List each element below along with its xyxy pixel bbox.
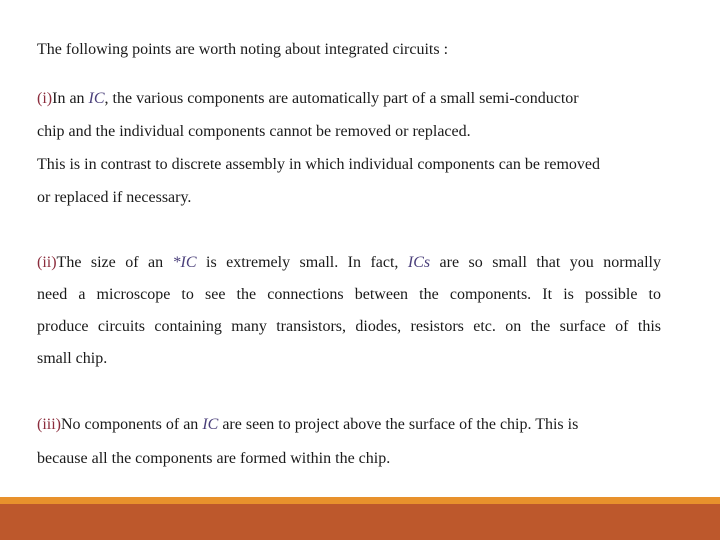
point-2-line-2: need a microscope to see the connections between the components. It is possible to — [37, 286, 661, 303]
ic-term: IC — [202, 416, 219, 433]
intro-line: The following points are worth noting about integrated circuits : — [37, 41, 449, 58]
point-1-line-1 — [37, 89, 579, 109]
point-2-text: are so small that you normally — [430, 254, 662, 271]
point-2-line-3: produce circuits containing many transistors, diodes, resistors etc. on the surface of this — [37, 318, 661, 335]
point-3-line-2: because all the components are formed within the chip. — [37, 450, 391, 467]
ic-term: IC — [88, 90, 105, 107]
point-1-line-2: chip and the individual components cannot be removed or replaced. — [37, 123, 471, 140]
ics-term: ICs — [407, 254, 431, 271]
point-3-text: are seen to project above the surface of the chip. This is — [218, 416, 579, 433]
point-1-line-4: or replaced if necessary. — [37, 189, 192, 206]
footer-band-light — [0, 497, 720, 504]
point-1-text: , the various components are automatically part of a small semi-conductor — [104, 90, 579, 107]
point-1-marker: (i) — [37, 90, 53, 107]
point-2-line-1 — [37, 253, 661, 273]
point-2-text: is extremely small. In fact, — [196, 254, 408, 271]
point-1-line-3: This is in contrast to discrete assembly in which individual components can be removed — [37, 156, 600, 173]
point-3-text: No components of an — [61, 416, 203, 433]
point-3-marker: (iii) — [37, 416, 61, 433]
ic-term: *IC — [172, 254, 197, 271]
point-2-marker: (ii) — [37, 254, 57, 271]
point-3-line-1 — [37, 415, 578, 435]
point-2-text: The size of an — [56, 254, 173, 271]
point-2-line-4: small chip. — [37, 350, 108, 367]
point-1-text: In an — [52, 90, 89, 107]
footer-band-dark — [0, 504, 720, 540]
